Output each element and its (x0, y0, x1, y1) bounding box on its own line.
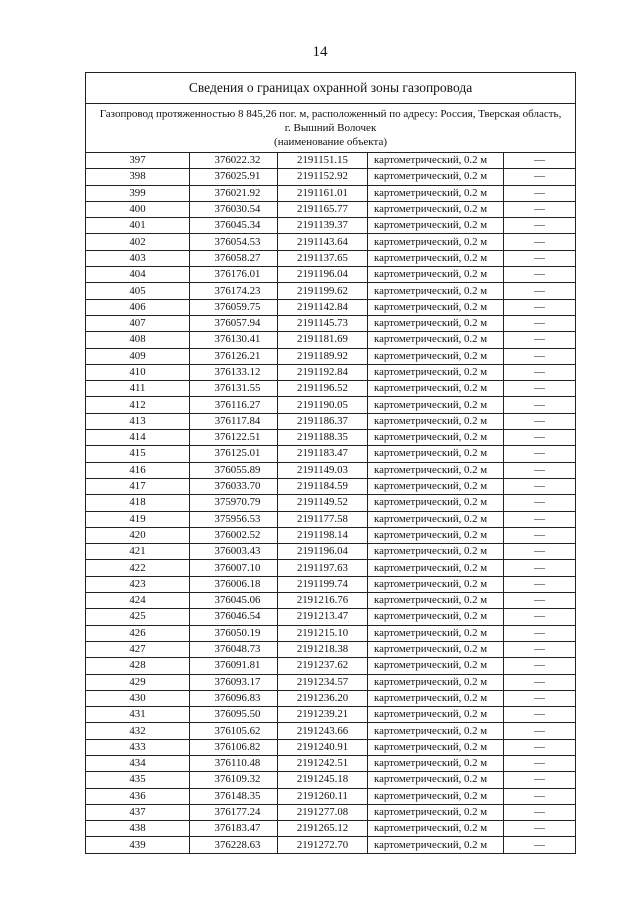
coord-x-cell: 376096.83 (190, 690, 278, 706)
coord-y-cell: 2191139.37 (278, 218, 368, 234)
coord-y-cell: 2191149.52 (278, 495, 368, 511)
point-number-cell: 429 (86, 674, 190, 690)
page-number: 14 (312, 44, 328, 60)
point-number-cell: 414 (86, 430, 190, 446)
method-accuracy-cell: картометрический, 0.2 м (368, 804, 504, 820)
point-number-cell: 431 (86, 707, 190, 723)
coord-x-cell: 376176.01 (190, 267, 278, 283)
point-number-cell: 403 (86, 250, 190, 266)
table-subtitle-row (86, 104, 576, 153)
description-dash-cell: — (504, 283, 576, 299)
coord-x-cell: 376131.55 (190, 381, 278, 397)
table-row (86, 283, 576, 299)
coord-x-cell: 376109.32 (190, 772, 278, 788)
description-dash-cell: — (504, 218, 576, 234)
description-dash-cell: — (504, 397, 576, 413)
point-number-cell: 407 (86, 315, 190, 331)
description-dash-cell: — (504, 707, 576, 723)
method-accuracy-cell: картометрический, 0.2 м (368, 185, 504, 201)
point-number-cell: 417 (86, 478, 190, 494)
point-number-cell: 436 (86, 788, 190, 804)
method-accuracy-cell: картометрический, 0.2 м (368, 723, 504, 739)
table-row (86, 544, 576, 560)
coord-x-cell: 376025.91 (190, 169, 278, 185)
coord-x-cell: 376105.62 (190, 723, 278, 739)
coord-x-cell: 376116.27 (190, 397, 278, 413)
table-row (86, 446, 576, 462)
point-number-cell: 406 (86, 299, 190, 315)
description-dash-cell: — (504, 332, 576, 348)
point-number-cell: 421 (86, 544, 190, 560)
method-accuracy-cell: картометрический, 0.2 м (368, 625, 504, 641)
object-description-caption: (наименование объекта) (274, 136, 387, 148)
description-dash-cell: — (504, 593, 576, 609)
description-dash-cell: — (504, 250, 576, 266)
description-dash-cell: — (504, 739, 576, 755)
table-row (86, 348, 576, 364)
coord-x-cell: 376133.12 (190, 364, 278, 380)
coord-y-cell: 2191239.21 (278, 707, 368, 723)
coord-y-cell: 2191213.47 (278, 609, 368, 625)
description-dash-cell: — (504, 495, 576, 511)
method-accuracy-cell: картометрический, 0.2 м (368, 201, 504, 217)
table-row (86, 723, 576, 739)
point-number-cell: 415 (86, 446, 190, 462)
table-row (86, 658, 576, 674)
table-row (86, 397, 576, 413)
description-dash-cell: — (504, 625, 576, 641)
table-row (86, 364, 576, 380)
method-accuracy-cell: картометрический, 0.2 м (368, 397, 504, 413)
description-dash-cell: — (504, 299, 576, 315)
coord-y-cell: 2191152.92 (278, 169, 368, 185)
table-row (86, 495, 576, 511)
description-dash-cell: — (504, 804, 576, 820)
coord-x-cell: 376091.81 (190, 658, 278, 674)
coord-x-cell: 376130.41 (190, 332, 278, 348)
coord-x-cell: 376125.01 (190, 446, 278, 462)
table-row (86, 430, 576, 446)
table-row (86, 625, 576, 641)
coord-y-cell: 2191190.05 (278, 397, 368, 413)
point-number-cell: 433 (86, 739, 190, 755)
coord-x-cell: 376045.34 (190, 218, 278, 234)
point-number-cell: 399 (86, 185, 190, 201)
coord-x-cell: 376174.23 (190, 283, 278, 299)
point-number-cell: 438 (86, 821, 190, 837)
coord-x-cell: 376054.53 (190, 234, 278, 250)
method-accuracy-cell: картометрический, 0.2 м (368, 837, 504, 853)
description-dash-cell: — (504, 674, 576, 690)
coord-x-cell: 376003.43 (190, 544, 278, 560)
coord-y-cell: 2191236.20 (278, 690, 368, 706)
method-accuracy-cell: картометрический, 0.2 м (368, 511, 504, 527)
coord-y-cell: 2191199.62 (278, 283, 368, 299)
description-dash-cell: — (504, 544, 576, 560)
method-accuracy-cell: картометрический, 0.2 м (368, 218, 504, 234)
table-row (86, 527, 576, 543)
method-accuracy-cell: картометрический, 0.2 м (368, 299, 504, 315)
table-row (86, 381, 576, 397)
method-accuracy-cell: картометрический, 0.2 м (368, 495, 504, 511)
point-number-cell: 435 (86, 772, 190, 788)
point-number-cell: 424 (86, 593, 190, 609)
coord-y-cell: 2191183.47 (278, 446, 368, 462)
table-row (86, 821, 576, 837)
point-number-cell: 430 (86, 690, 190, 706)
table-row (86, 804, 576, 820)
description-dash-cell: — (504, 430, 576, 446)
point-number-cell: 428 (86, 658, 190, 674)
description-dash-cell: — (504, 821, 576, 837)
table-row (86, 641, 576, 657)
table-row (86, 169, 576, 185)
method-accuracy-cell: картометрический, 0.2 м (368, 560, 504, 576)
table-row (86, 462, 576, 478)
table-row (86, 153, 576, 169)
point-number-cell: 397 (86, 153, 190, 169)
method-accuracy-cell: картометрический, 0.2 м (368, 169, 504, 185)
method-accuracy-cell: картометрический, 0.2 м (368, 283, 504, 299)
method-accuracy-cell: картометрический, 0.2 м (368, 430, 504, 446)
method-accuracy-cell: картометрический, 0.2 м (368, 381, 504, 397)
coord-x-cell: 376006.18 (190, 576, 278, 592)
description-dash-cell: — (504, 511, 576, 527)
method-accuracy-cell: картометрический, 0.2 м (368, 544, 504, 560)
coord-y-cell: 2191186.37 (278, 413, 368, 429)
coord-x-cell: 376021.92 (190, 185, 278, 201)
coord-y-cell: 2191143.64 (278, 234, 368, 250)
coord-y-cell: 2191192.84 (278, 364, 368, 380)
coord-x-cell: 376059.75 (190, 299, 278, 315)
table-row (86, 332, 576, 348)
table-row (86, 560, 576, 576)
table-row (86, 218, 576, 234)
description-dash-cell: — (504, 315, 576, 331)
coord-y-cell: 2191197.63 (278, 560, 368, 576)
method-accuracy-cell: картометрический, 0.2 м (368, 153, 504, 169)
coord-x-cell: 376045.06 (190, 593, 278, 609)
coord-y-cell: 2191243.66 (278, 723, 368, 739)
coord-x-cell: 376110.48 (190, 755, 278, 771)
object-description (86, 104, 576, 153)
table-row (86, 250, 576, 266)
coord-y-cell: 2191199.74 (278, 576, 368, 592)
coord-y-cell: 2191242.51 (278, 755, 368, 771)
point-number-cell: 427 (86, 641, 190, 657)
method-accuracy-cell: картометрический, 0.2 м (368, 593, 504, 609)
coord-x-cell: 376050.19 (190, 625, 278, 641)
coord-x-cell: 376046.54 (190, 609, 278, 625)
table-row (86, 690, 576, 706)
coord-y-cell: 2191181.69 (278, 332, 368, 348)
table-row (86, 315, 576, 331)
point-number-cell: 423 (86, 576, 190, 592)
table-row (86, 201, 576, 217)
point-number-cell: 404 (86, 267, 190, 283)
point-number-cell: 422 (86, 560, 190, 576)
table-row (86, 511, 576, 527)
table-row (86, 609, 576, 625)
method-accuracy-cell: картометрический, 0.2 м (368, 739, 504, 755)
coord-y-cell: 2191198.14 (278, 527, 368, 543)
description-dash-cell: — (504, 658, 576, 674)
coord-y-cell: 2191245.18 (278, 772, 368, 788)
point-number-cell: 402 (86, 234, 190, 250)
method-accuracy-cell: картометрический, 0.2 м (368, 755, 504, 771)
coord-x-cell: 376055.89 (190, 462, 278, 478)
table-row (86, 413, 576, 429)
method-accuracy-cell: картометрический, 0.2 м (368, 267, 504, 283)
description-dash-cell: — (504, 169, 576, 185)
coord-x-cell: 376183.47 (190, 821, 278, 837)
point-number-cell: 432 (86, 723, 190, 739)
description-dash-cell: — (504, 723, 576, 739)
description-dash-cell: — (504, 755, 576, 771)
table-row (86, 755, 576, 771)
coord-y-cell: 2191240.91 (278, 739, 368, 755)
boundary-table (85, 72, 576, 854)
coord-x-cell: 376058.27 (190, 250, 278, 266)
object-description-line-2: г. Вышний Волочек (284, 122, 377, 134)
coord-y-cell: 2191151.15 (278, 153, 368, 169)
coord-x-cell: 376117.84 (190, 413, 278, 429)
coord-x-cell: 376093.17 (190, 674, 278, 690)
point-number-cell: 411 (86, 381, 190, 397)
coord-x-cell: 376126.21 (190, 348, 278, 364)
coord-y-cell: 2191272.70 (278, 837, 368, 853)
coord-y-cell: 2191260.11 (278, 788, 368, 804)
coord-y-cell: 2191237.62 (278, 658, 368, 674)
table-row (86, 185, 576, 201)
description-dash-cell: — (504, 609, 576, 625)
table-row (86, 707, 576, 723)
coord-y-cell: 2191216.76 (278, 593, 368, 609)
description-dash-cell: — (504, 560, 576, 576)
coord-x-cell: 376048.73 (190, 641, 278, 657)
table-row (86, 837, 576, 853)
method-accuracy-cell: картометрический, 0.2 м (368, 234, 504, 250)
description-dash-cell: — (504, 788, 576, 804)
point-number-cell: 405 (86, 283, 190, 299)
coord-x-cell: 376022.32 (190, 153, 278, 169)
coord-y-cell: 2191177.58 (278, 511, 368, 527)
table-row (86, 267, 576, 283)
coord-y-cell: 2191265.12 (278, 821, 368, 837)
description-dash-cell: — (504, 381, 576, 397)
coord-y-cell: 2191215.10 (278, 625, 368, 641)
coord-x-cell: 376033.70 (190, 478, 278, 494)
description-dash-cell: — (504, 153, 576, 169)
table-row (86, 576, 576, 592)
method-accuracy-cell: картометрический, 0.2 м (368, 609, 504, 625)
coord-x-cell: 376177.24 (190, 804, 278, 820)
coord-x-cell: 376057.94 (190, 315, 278, 331)
description-dash-cell: — (504, 234, 576, 250)
table-row (86, 772, 576, 788)
coord-y-cell: 2191149.03 (278, 462, 368, 478)
point-number-cell: 410 (86, 364, 190, 380)
point-number-cell: 437 (86, 804, 190, 820)
table-row (86, 788, 576, 804)
point-number-cell: 420 (86, 527, 190, 543)
description-dash-cell: — (504, 348, 576, 364)
coord-y-cell: 2191188.35 (278, 430, 368, 446)
method-accuracy-cell: картометрический, 0.2 м (368, 527, 504, 543)
coord-y-cell: 2191142.84 (278, 299, 368, 315)
description-dash-cell: — (504, 641, 576, 657)
table-row (86, 234, 576, 250)
coord-y-cell: 2191161.01 (278, 185, 368, 201)
method-accuracy-cell: картометрический, 0.2 м (368, 478, 504, 494)
method-accuracy-cell: картометрический, 0.2 м (368, 446, 504, 462)
coord-y-cell: 2191277.08 (278, 804, 368, 820)
point-number-cell: 400 (86, 201, 190, 217)
method-accuracy-cell: картометрический, 0.2 м (368, 250, 504, 266)
description-dash-cell: — (504, 576, 576, 592)
point-number-cell: 413 (86, 413, 190, 429)
object-description-line-1: Газопровод протяженностью 8 845,26 пог. м, расположенный по адресу: Россия, Тверская область, (99, 108, 562, 120)
method-accuracy-cell: картометрический, 0.2 м (368, 332, 504, 348)
point-number-cell: 419 (86, 511, 190, 527)
description-dash-cell: — (504, 201, 576, 217)
description-dash-cell: — (504, 462, 576, 478)
method-accuracy-cell: картометрический, 0.2 м (368, 658, 504, 674)
point-number-cell: 398 (86, 169, 190, 185)
method-accuracy-cell: картометрический, 0.2 м (368, 364, 504, 380)
coord-y-cell: 2191196.52 (278, 381, 368, 397)
coord-y-cell: 2191165.77 (278, 201, 368, 217)
method-accuracy-cell: картометрический, 0.2 м (368, 641, 504, 657)
table-title-row (86, 73, 576, 104)
method-accuracy-cell: картометрический, 0.2 м (368, 576, 504, 592)
coord-y-cell: 2191196.04 (278, 544, 368, 560)
method-accuracy-cell: картометрический, 0.2 м (368, 348, 504, 364)
point-number-cell: 426 (86, 625, 190, 641)
method-accuracy-cell: картометрический, 0.2 м (368, 690, 504, 706)
point-number-cell: 439 (86, 837, 190, 853)
table-row (86, 299, 576, 315)
coord-y-cell: 2191145.73 (278, 315, 368, 331)
coord-y-cell: 2191218.38 (278, 641, 368, 657)
coord-x-cell: 376002.52 (190, 527, 278, 543)
description-dash-cell: — (504, 413, 576, 429)
method-accuracy-cell: картометрический, 0.2 м (368, 772, 504, 788)
coord-x-cell: 376095.50 (190, 707, 278, 723)
description-dash-cell: — (504, 364, 576, 380)
table-row (86, 674, 576, 690)
description-dash-cell: — (504, 185, 576, 201)
point-number-cell: 434 (86, 755, 190, 771)
table-title: Сведения о границах охранной зоны газопровода (86, 73, 576, 104)
coord-y-cell: 2191184.59 (278, 478, 368, 494)
description-dash-cell: — (504, 690, 576, 706)
method-accuracy-cell: картометрический, 0.2 м (368, 821, 504, 837)
method-accuracy-cell: картометрический, 0.2 м (368, 674, 504, 690)
point-number-cell: 401 (86, 218, 190, 234)
coord-x-cell: 376106.82 (190, 739, 278, 755)
description-dash-cell: — (504, 267, 576, 283)
table-row (86, 593, 576, 609)
description-dash-cell: — (504, 478, 576, 494)
coord-x-cell: 376007.10 (190, 560, 278, 576)
table-row (86, 739, 576, 755)
coord-x-cell: 376122.51 (190, 430, 278, 446)
coord-x-cell: 375970.79 (190, 495, 278, 511)
coord-y-cell: 2191196.04 (278, 267, 368, 283)
point-number-cell: 409 (86, 348, 190, 364)
point-number-cell: 408 (86, 332, 190, 348)
boundary-table-body (86, 73, 576, 854)
coord-y-cell: 2191189.92 (278, 348, 368, 364)
coord-x-cell: 376030.54 (190, 201, 278, 217)
description-dash-cell: — (504, 446, 576, 462)
point-number-cell: 412 (86, 397, 190, 413)
method-accuracy-cell: картометрический, 0.2 м (368, 707, 504, 723)
method-accuracy-cell: картометрический, 0.2 м (368, 462, 504, 478)
table-row (86, 478, 576, 494)
coord-x-cell: 375956.53 (190, 511, 278, 527)
description-dash-cell: — (504, 837, 576, 853)
point-number-cell: 425 (86, 609, 190, 625)
description-dash-cell: — (504, 772, 576, 788)
coord-y-cell: 2191234.57 (278, 674, 368, 690)
description-dash-cell: — (504, 527, 576, 543)
method-accuracy-cell: картометрический, 0.2 м (368, 413, 504, 429)
coord-x-cell: 376228.63 (190, 837, 278, 853)
method-accuracy-cell: картометрический, 0.2 м (368, 315, 504, 331)
coord-x-cell: 376148.35 (190, 788, 278, 804)
coord-y-cell: 2191137.65 (278, 250, 368, 266)
point-number-cell: 418 (86, 495, 190, 511)
point-number-cell: 416 (86, 462, 190, 478)
method-accuracy-cell: картометрический, 0.2 м (368, 788, 504, 804)
